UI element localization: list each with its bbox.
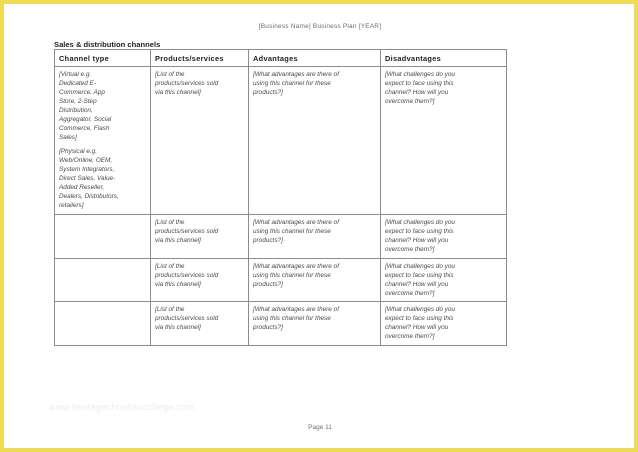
disadvantages-text: [What challenges do you expect to face using this channel? How will you overcome them?]: [385, 219, 455, 253]
page-footer: Page 11: [308, 424, 332, 431]
advantages-text: [What advantages are there of using this channel for these products?]: [253, 306, 339, 331]
products-cell[interactable]: [151, 259, 249, 302]
disadvantages-cell[interactable]: [381, 67, 507, 215]
advantages-text: [What advantages are there of using this channel for these products?]: [253, 219, 339, 244]
table-row: [55, 215, 507, 259]
disadvantages-text: [What challenges do you expect to face using this channel? How will you overcome them?]: [385, 71, 455, 105]
advantages-cell[interactable]: [249, 215, 381, 259]
watermark-text: www.heritagechristiancollege.com: [49, 402, 195, 412]
products-text: [List of the products/services sold via this channel]: [155, 263, 219, 288]
channel-type-cell[interactable]: [55, 67, 151, 215]
column-header-disadvantages: Disadvantages: [381, 50, 507, 67]
disadvantages-text: [What challenges do you expect to face using this channel? How will you overcome them?]: [385, 263, 455, 297]
page-header: [Business Name] Business Plan [YEAR]: [258, 23, 382, 30]
advantages-text: [What advantages are there of using this channel for these products?]: [253, 71, 339, 96]
column-header-products-services: Products/services: [151, 50, 249, 67]
products-cell[interactable]: [151, 302, 249, 346]
products-text: [List of the products/services sold via this channel]: [155, 219, 219, 244]
products-cell[interactable]: [151, 215, 249, 259]
advantages-cell[interactable]: [249, 302, 381, 346]
channel-type-cell[interactable]: [55, 215, 151, 259]
table-header-row: [55, 50, 507, 67]
advantages-cell[interactable]: [249, 259, 381, 302]
advantages-cell[interactable]: [249, 67, 381, 215]
channel-type-cell[interactable]: [55, 259, 151, 302]
table-row: [55, 67, 507, 215]
disadvantages-cell[interactable]: [381, 215, 507, 259]
channel-physical-text: [Physical e.g. Web/Online, OEM, System Integrators, Direct Sales, Value- Added Reseller, Dealers, Distributors, retailers]: [59, 148, 119, 209]
section-title: Sales & distribution channels: [54, 40, 161, 49]
disadvantages-cell[interactable]: [381, 259, 507, 302]
channel-virtual-text: [Virtual e.g. Dedicated E- Commerce, App Store, 2-Step Distribution, Aggregator, Social Commerce, Flash Sales]: [59, 71, 112, 141]
products-text: [List of the products/services sold via this channel]: [155, 306, 219, 331]
channel-type-cell[interactable]: [55, 302, 151, 346]
column-header-advantages: Advantages: [249, 50, 381, 67]
products-text: [List of the products/services sold via this channel]: [155, 71, 219, 96]
document-page: [3, 3, 635, 449]
table-row: [55, 259, 507, 302]
table-row: [55, 302, 507, 346]
sales-channels-table: [54, 49, 507, 346]
column-header-channel-type: Channel type: [55, 50, 151, 67]
disadvantages-cell[interactable]: [381, 302, 507, 346]
advantages-text: [What advantages are there of using this channel for these products?]: [253, 263, 339, 288]
disadvantages-text: [What challenges do you expect to face using this channel? How will you overcome them?]: [385, 306, 455, 340]
products-cell[interactable]: [151, 67, 249, 215]
